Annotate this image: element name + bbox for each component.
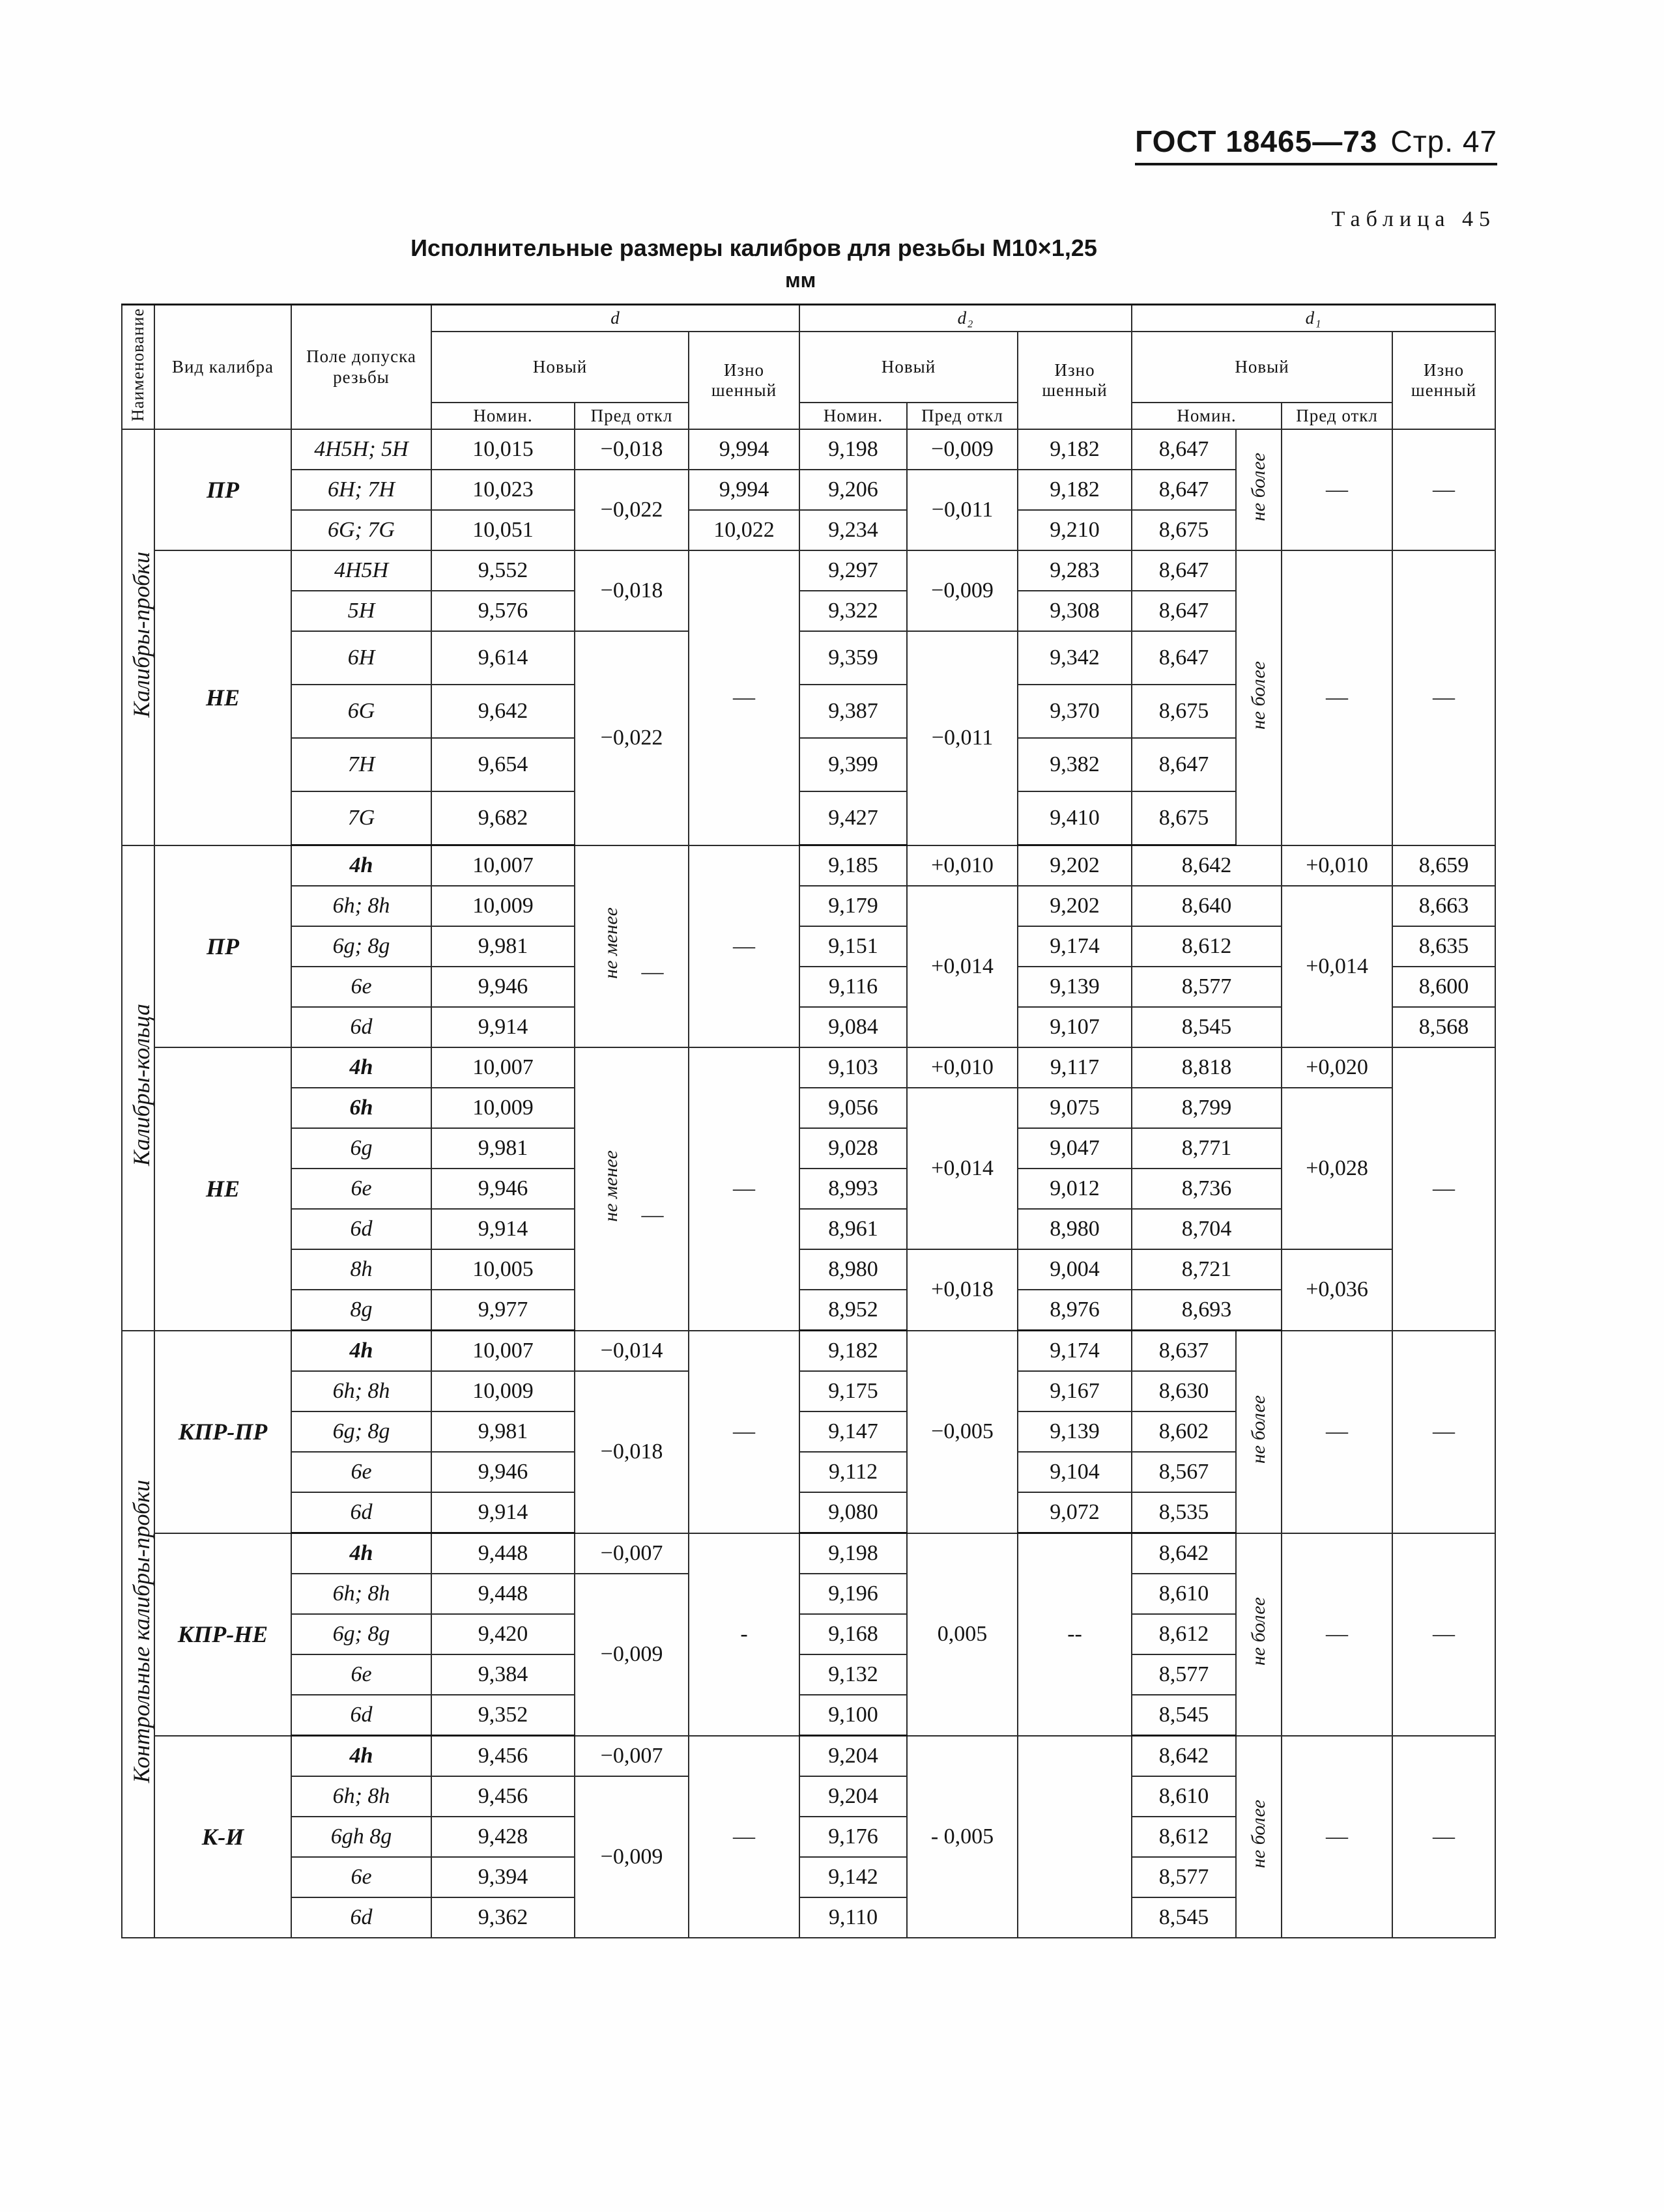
d1-nominal: 8,721 — [1132, 1249, 1282, 1290]
not-more-note: не более — [1236, 1533, 1282, 1736]
d-deviation: −0,018 — [575, 550, 689, 631]
d-worn: — — [689, 845, 799, 1048]
fit-cell: 6g; 8g — [291, 1411, 431, 1452]
d-nominal: 9,428 — [431, 1817, 575, 1857]
d-nominal: 10,023 — [431, 470, 575, 510]
d2-nominal: 9,179 — [799, 886, 907, 926]
d1-nominal: 8,818 — [1132, 1047, 1282, 1088]
d1-nominal: 8,642 — [1132, 1533, 1236, 1574]
header-d1-dev: Пред откл — [1282, 403, 1392, 429]
fit-cell: 4h — [291, 845, 431, 886]
d2-worn: 9,139 — [1018, 967, 1132, 1007]
d-nominal: 9,946 — [431, 1452, 575, 1492]
fit-cell: 6h; 8h — [291, 1371, 431, 1411]
d2-deviation: −0,011 — [907, 470, 1018, 550]
d-deviation: не менее — — [575, 845, 689, 1048]
d2-worn: 9,202 — [1018, 845, 1132, 886]
header-d2-dev: Пред откл — [907, 403, 1018, 429]
d2-worn: 9,012 — [1018, 1169, 1132, 1209]
d1-worn: — — [1392, 550, 1495, 845]
d-nominal: 9,614 — [431, 631, 575, 685]
d1-nominal: 8,642 — [1132, 1736, 1236, 1777]
section-name: Калибры-кольца — [122, 845, 154, 1331]
d-nominal: 9,456 — [431, 1736, 575, 1777]
header-fit: Поле допуска резьбы — [291, 305, 431, 430]
table-row — [122, 1533, 1495, 1574]
not-more-note: не более — [1236, 550, 1282, 845]
d-nominal: 9,977 — [431, 1290, 575, 1331]
caliber-kind: НЕ — [154, 1047, 291, 1331]
d2-deviation: +0,014 — [907, 886, 1018, 1047]
d1-nominal: 8,640 — [1132, 886, 1282, 926]
d2-worn: 9,167 — [1018, 1371, 1132, 1411]
d2-worn: 9,047 — [1018, 1128, 1132, 1169]
fit-cell: 6G; 7G — [291, 510, 431, 550]
d2-deviation: −0,009 — [907, 429, 1018, 470]
header-d1: d₁ — [1132, 305, 1495, 332]
d1-worn: — — [1392, 1736, 1495, 1938]
d-worn: — — [689, 1047, 799, 1331]
d-deviation: −0,007 — [575, 1736, 689, 1777]
header-d-nominal: Номин. — [431, 403, 575, 429]
d1-deviation: +0,028 — [1282, 1088, 1392, 1249]
d-worn: — — [689, 550, 799, 845]
d2-nominal: 9,080 — [799, 1492, 907, 1533]
d2-worn: 9,072 — [1018, 1492, 1132, 1533]
table-row — [122, 550, 1495, 591]
fit-cell: 4h — [291, 1736, 431, 1777]
table-body — [122, 429, 1495, 1938]
header-d-new: Новый — [431, 332, 689, 403]
table-row — [122, 1736, 1495, 1777]
d2-deviation: - 0,005 — [907, 1736, 1018, 1938]
d-nominal: 10,007 — [431, 845, 575, 886]
d-deviation: −0,022 — [575, 631, 689, 845]
fit-cell: 6d — [291, 1209, 431, 1249]
fit-cell: 6Н; 7Н — [291, 470, 431, 510]
d2-worn: 9,182 — [1018, 429, 1132, 470]
d-nominal: 9,448 — [431, 1574, 575, 1614]
section-name: Контрольные калибры-пробки — [122, 1331, 154, 1938]
d-nominal: 9,946 — [431, 967, 575, 1007]
d1-nominal: 8,577 — [1132, 967, 1282, 1007]
d2-nominal: 9,112 — [799, 1452, 907, 1492]
table-header — [122, 305, 1495, 430]
table-row — [122, 845, 1495, 886]
table-label: Таблица 45 — [1331, 207, 1496, 231]
d1-nominal: 8,612 — [1132, 1614, 1236, 1654]
d1-deviation: — — [1282, 1736, 1392, 1938]
d1-nominal: 8,771 — [1132, 1128, 1282, 1169]
d1-nominal: 8,612 — [1132, 1817, 1236, 1857]
fit-cell: 7Н — [291, 738, 431, 791]
fit-cell: 8g — [291, 1290, 431, 1331]
d2-worn: 9,004 — [1018, 1249, 1132, 1290]
d2-nominal: 9,147 — [799, 1411, 907, 1452]
d1-worn: — — [1392, 1047, 1495, 1331]
d2-nominal: 9,198 — [799, 1533, 907, 1574]
d2-worn: 9,174 — [1018, 926, 1132, 967]
d-nominal: 10,007 — [431, 1331, 575, 1372]
d2-nominal: 9,359 — [799, 631, 907, 685]
d-nominal: 9,362 — [431, 1897, 575, 1938]
d-nominal: 10,009 — [431, 1088, 575, 1128]
header-d1-worn: Изно шенный — [1392, 332, 1495, 429]
d2-nominal: 9,103 — [799, 1047, 907, 1088]
fit-cell: 4Н5Н — [291, 550, 431, 591]
fit-cell: 6d — [291, 1007, 431, 1047]
d2-nominal: 9,427 — [799, 791, 907, 845]
section-name: Калибры-пробки — [122, 429, 154, 845]
fit-cell: 6h; 8h — [291, 1776, 431, 1817]
header-d-worn: Изно шенный — [689, 332, 799, 429]
d1-nominal: 8,545 — [1132, 1897, 1236, 1938]
fit-cell: 7G — [291, 791, 431, 845]
d1-nominal: 8,577 — [1132, 1654, 1236, 1695]
caliber-kind: НЕ — [154, 550, 291, 845]
d1-nominal: 8,577 — [1132, 1857, 1236, 1897]
d1-nominal: 8,545 — [1132, 1695, 1236, 1736]
fit-cell: 4h — [291, 1533, 431, 1574]
d2-nominal: 9,196 — [799, 1574, 907, 1614]
calibers-table — [121, 304, 1496, 1938]
d2-nominal: 9,198 — [799, 429, 907, 470]
caliber-kind: К-И — [154, 1736, 291, 1938]
table-row — [122, 886, 1495, 926]
d2-worn: 9,342 — [1018, 631, 1132, 685]
d-deviation: −0,007 — [575, 1533, 689, 1574]
fit-cell: 6e — [291, 967, 431, 1007]
d1-worn: 8,663 — [1392, 886, 1495, 926]
d1-nominal: 8,545 — [1132, 1007, 1282, 1047]
d1-nominal: 8,647 — [1132, 550, 1236, 591]
d1-nominal: 8,736 — [1132, 1169, 1282, 1209]
header-d2: d₂ — [799, 305, 1132, 332]
d2-nominal: 9,387 — [799, 685, 907, 738]
d2-nominal: 9,110 — [799, 1897, 907, 1938]
d2-nominal: 9,185 — [799, 845, 907, 886]
header-d: d — [431, 305, 799, 332]
d1-nominal: 8,612 — [1132, 926, 1282, 967]
d2-nominal: 9,399 — [799, 738, 907, 791]
d2-nominal: 9,206 — [799, 470, 907, 510]
d1-nominal: 8,693 — [1132, 1290, 1282, 1331]
d2-nominal: 8,980 — [799, 1249, 907, 1290]
d2-nominal: 9,056 — [799, 1088, 907, 1128]
d-nominal: 9,456 — [431, 1776, 575, 1817]
header-d1-nominal: Номин. — [1132, 403, 1282, 429]
d1-nominal: 8,630 — [1132, 1371, 1236, 1411]
d-nominal: 9,914 — [431, 1492, 575, 1533]
d2-nominal: 8,993 — [799, 1169, 907, 1209]
d-nominal: 10,005 — [431, 1249, 575, 1290]
table-units: мм — [785, 268, 816, 292]
d-nominal: 9,420 — [431, 1614, 575, 1654]
table-title: Исполнительные размеры калибров для резьбы М10×1,25 — [410, 234, 1097, 261]
d-nominal: 9,642 — [431, 685, 575, 738]
d-nominal: 10,015 — [431, 429, 575, 470]
d-worn: 9,994 — [689, 470, 799, 510]
page-header — [1135, 124, 1497, 165]
d-nominal: 9,552 — [431, 550, 575, 591]
fit-cell: 8h — [291, 1249, 431, 1290]
not-less-note: не менее — [599, 907, 622, 980]
d-nominal: 9,914 — [431, 1007, 575, 1047]
d-nominal: 9,981 — [431, 926, 575, 967]
header-name: Наименование — [122, 305, 154, 430]
header-d2-worn: Изно шенный — [1018, 332, 1132, 429]
d-nominal: 9,946 — [431, 1169, 575, 1209]
d1-nominal: 8,610 — [1132, 1574, 1236, 1614]
caliber-kind: КПР-НЕ — [154, 1533, 291, 1736]
d1-nominal: 8,642 — [1132, 845, 1282, 886]
fit-cell: 6d — [291, 1897, 431, 1938]
header-d-dev: Пред откл — [575, 403, 689, 429]
d2-deviation: +0,010 — [907, 1047, 1018, 1088]
caliber-kind: ПР — [154, 429, 291, 550]
d-worn: 9,994 — [689, 429, 799, 470]
table-row — [122, 1331, 1495, 1372]
d2-worn: 9,075 — [1018, 1088, 1132, 1128]
fit-cell: 6Н — [291, 631, 431, 685]
d1-nominal: 8,647 — [1132, 591, 1236, 631]
d1-nominal: 8,535 — [1132, 1492, 1236, 1533]
fit-cell: 6g; 8g — [291, 1614, 431, 1654]
d2-worn: 9,202 — [1018, 886, 1132, 926]
d-nominal: 10,051 — [431, 510, 575, 550]
d1-worn: — — [1392, 1533, 1495, 1736]
fit-cell: 6g; 8g — [291, 926, 431, 967]
d1-worn: 8,600 — [1392, 967, 1495, 1007]
d2-deviation: +0,010 — [907, 845, 1018, 886]
d1-deviation: — — [1282, 429, 1392, 550]
d2-nominal: 9,182 — [799, 1331, 907, 1372]
d-worn: 10,022 — [689, 510, 799, 550]
d2-worn: 9,283 — [1018, 550, 1132, 591]
d1-deviation: — — [1282, 1533, 1392, 1736]
table-row — [122, 1088, 1495, 1128]
d1-deviation: — — [1282, 550, 1392, 845]
d2-worn: 9,139 — [1018, 1411, 1132, 1452]
d2-worn: 9,117 — [1018, 1047, 1132, 1088]
d1-nominal: 8,675 — [1132, 510, 1236, 550]
d2-nominal: 9,116 — [799, 967, 907, 1007]
not-less-note: не менее — [599, 1150, 622, 1222]
fit-cell: 6e — [291, 1857, 431, 1897]
fit-cell: 4Н5Н; 5Н — [291, 429, 431, 470]
d-nominal: 10,007 — [431, 1047, 575, 1088]
d1-nominal: 8,567 — [1132, 1452, 1236, 1492]
fit-cell: 6h; 8h — [291, 1574, 431, 1614]
d-nominal: 9,576 — [431, 591, 575, 631]
d-nominal: 9,448 — [431, 1533, 575, 1574]
caliber-kind: КПР-ПР — [154, 1331, 291, 1533]
header-d2-new: Новый — [799, 332, 1018, 403]
d-worn: — — [689, 1736, 799, 1938]
d-nominal: 9,394 — [431, 1857, 575, 1897]
d2-worn: 8,976 — [1018, 1290, 1132, 1331]
fit-cell: 6d — [291, 1492, 431, 1533]
d-worn: — — [689, 1331, 799, 1533]
d1-deviation: +0,020 — [1282, 1047, 1392, 1088]
d2-worn: 9,308 — [1018, 591, 1132, 631]
d1-worn: — — [1392, 429, 1495, 550]
not-more-note: не более — [1236, 1331, 1282, 1533]
page-number: Стр. 47 — [1390, 124, 1497, 158]
d-nominal: 9,682 — [431, 791, 575, 845]
d1-nominal: 8,799 — [1132, 1088, 1282, 1128]
not-more-note: не более — [1236, 1736, 1282, 1938]
d-deviation: −0,022 — [575, 470, 689, 550]
d-deviation: −0,009 — [575, 1574, 689, 1736]
d2-deviation: −0,009 — [907, 550, 1018, 631]
fit-cell: 6e — [291, 1654, 431, 1695]
d2-deviation: −0,005 — [907, 1331, 1018, 1533]
d2-worn: 9,382 — [1018, 738, 1132, 791]
d1-nominal: 8,602 — [1132, 1411, 1236, 1452]
d1-deviation: +0,010 — [1282, 845, 1392, 886]
d2-deviation: 0,005 — [907, 1533, 1018, 1736]
d1-nominal: 8,610 — [1132, 1776, 1236, 1817]
d2-nominal: 9,028 — [799, 1128, 907, 1169]
d1-nominal: 8,647 — [1132, 429, 1236, 470]
d1-deviation: +0,036 — [1282, 1249, 1392, 1331]
d2-nominal: 9,234 — [799, 510, 907, 550]
d-deviation: −0,018 — [575, 429, 689, 470]
d2-worn: -- — [1018, 1533, 1132, 1736]
table-row — [122, 429, 1495, 470]
d-nominal: 9,384 — [431, 1654, 575, 1695]
fit-cell: 6gh 8g — [291, 1817, 431, 1857]
d1-worn: — — [1392, 1331, 1495, 1533]
d-nominal: 9,981 — [431, 1411, 575, 1452]
d-deviation: не менее — — [575, 1047, 689, 1331]
d2-nominal: 9,132 — [799, 1654, 907, 1695]
header-kind: Вид калибра — [154, 305, 291, 430]
d2-nominal: 8,952 — [799, 1290, 907, 1331]
d2-worn: 9,104 — [1018, 1452, 1132, 1492]
header-d1-new: Новый — [1132, 332, 1392, 403]
d2-deviation: +0,014 — [907, 1088, 1018, 1249]
d2-worn: 9,210 — [1018, 510, 1132, 550]
fit-cell: 6e — [291, 1169, 431, 1209]
d2-worn: 9,182 — [1018, 470, 1132, 510]
fit-cell: 4h — [291, 1331, 431, 1372]
header-d2-nominal: Номин. — [799, 403, 907, 429]
fit-cell: 6h — [291, 1088, 431, 1128]
d2-worn: 9,174 — [1018, 1331, 1132, 1372]
d2-worn: 9,107 — [1018, 1007, 1132, 1047]
fit-cell: 6G — [291, 685, 431, 738]
d1-deviation: — — [1282, 1331, 1392, 1533]
table-row — [122, 1249, 1495, 1290]
fit-cell: 6h; 8h — [291, 886, 431, 926]
d2-nominal: 9,142 — [799, 1857, 907, 1897]
d-nominal: 9,981 — [431, 1128, 575, 1169]
d1-worn: 8,659 — [1392, 845, 1495, 886]
d2-worn: 8,980 — [1018, 1209, 1132, 1249]
d2-nominal: 9,100 — [799, 1695, 907, 1736]
caliber-kind: ПР — [154, 845, 291, 1048]
d2-nominal: 9,297 — [799, 550, 907, 591]
d2-nominal: 9,151 — [799, 926, 907, 967]
d2-deviation: +0,018 — [907, 1249, 1018, 1331]
fit-cell: 6d — [291, 1695, 431, 1736]
d2-nominal: 9,322 — [799, 591, 907, 631]
d2-nominal: 9,204 — [799, 1736, 907, 1777]
d2-nominal: 8,961 — [799, 1209, 907, 1249]
d2-nominal: 9,084 — [799, 1007, 907, 1047]
d2-nominal: 9,168 — [799, 1614, 907, 1654]
table-row — [122, 1047, 1495, 1088]
d2-worn: 9,370 — [1018, 685, 1132, 738]
standard-number: ГОСТ 18465—73 — [1135, 124, 1378, 158]
d2-nominal: 9,175 — [799, 1371, 907, 1411]
d1-nominal: 8,647 — [1132, 631, 1236, 685]
d-nominal: 10,009 — [431, 1371, 575, 1411]
d1-nominal: 8,675 — [1132, 791, 1236, 845]
d1-deviation: +0,014 — [1282, 886, 1392, 1047]
d1-nominal: 8,637 — [1132, 1331, 1236, 1372]
d1-worn: 8,568 — [1392, 1007, 1495, 1047]
fit-cell: 6e — [291, 1452, 431, 1492]
d1-nominal: 8,675 — [1132, 685, 1236, 738]
d-deviation: −0,014 — [575, 1331, 689, 1372]
fit-cell: 6g — [291, 1128, 431, 1169]
d-worn: - — [689, 1533, 799, 1736]
d2-worn: 9,410 — [1018, 791, 1132, 845]
d-nominal: 9,914 — [431, 1209, 575, 1249]
d-nominal: 9,654 — [431, 738, 575, 791]
d-deviation: −0,009 — [575, 1776, 689, 1938]
fit-cell: 5Н — [291, 591, 431, 631]
d-nominal: 10,009 — [431, 886, 575, 926]
d1-nominal: 8,647 — [1132, 738, 1236, 791]
not-more-note: не более — [1236, 429, 1282, 550]
d1-nominal: 8,647 — [1132, 470, 1236, 510]
d2-worn — [1018, 1736, 1132, 1938]
d1-worn: 8,635 — [1392, 926, 1495, 967]
d2-nominal: 9,176 — [799, 1817, 907, 1857]
d-deviation: −0,018 — [575, 1371, 689, 1533]
d2-deviation: −0,011 — [907, 631, 1018, 845]
d-nominal: 9,352 — [431, 1695, 575, 1736]
d2-nominal: 9,204 — [799, 1776, 907, 1817]
d1-nominal: 8,704 — [1132, 1209, 1282, 1249]
fit-cell: 4h — [291, 1047, 431, 1088]
